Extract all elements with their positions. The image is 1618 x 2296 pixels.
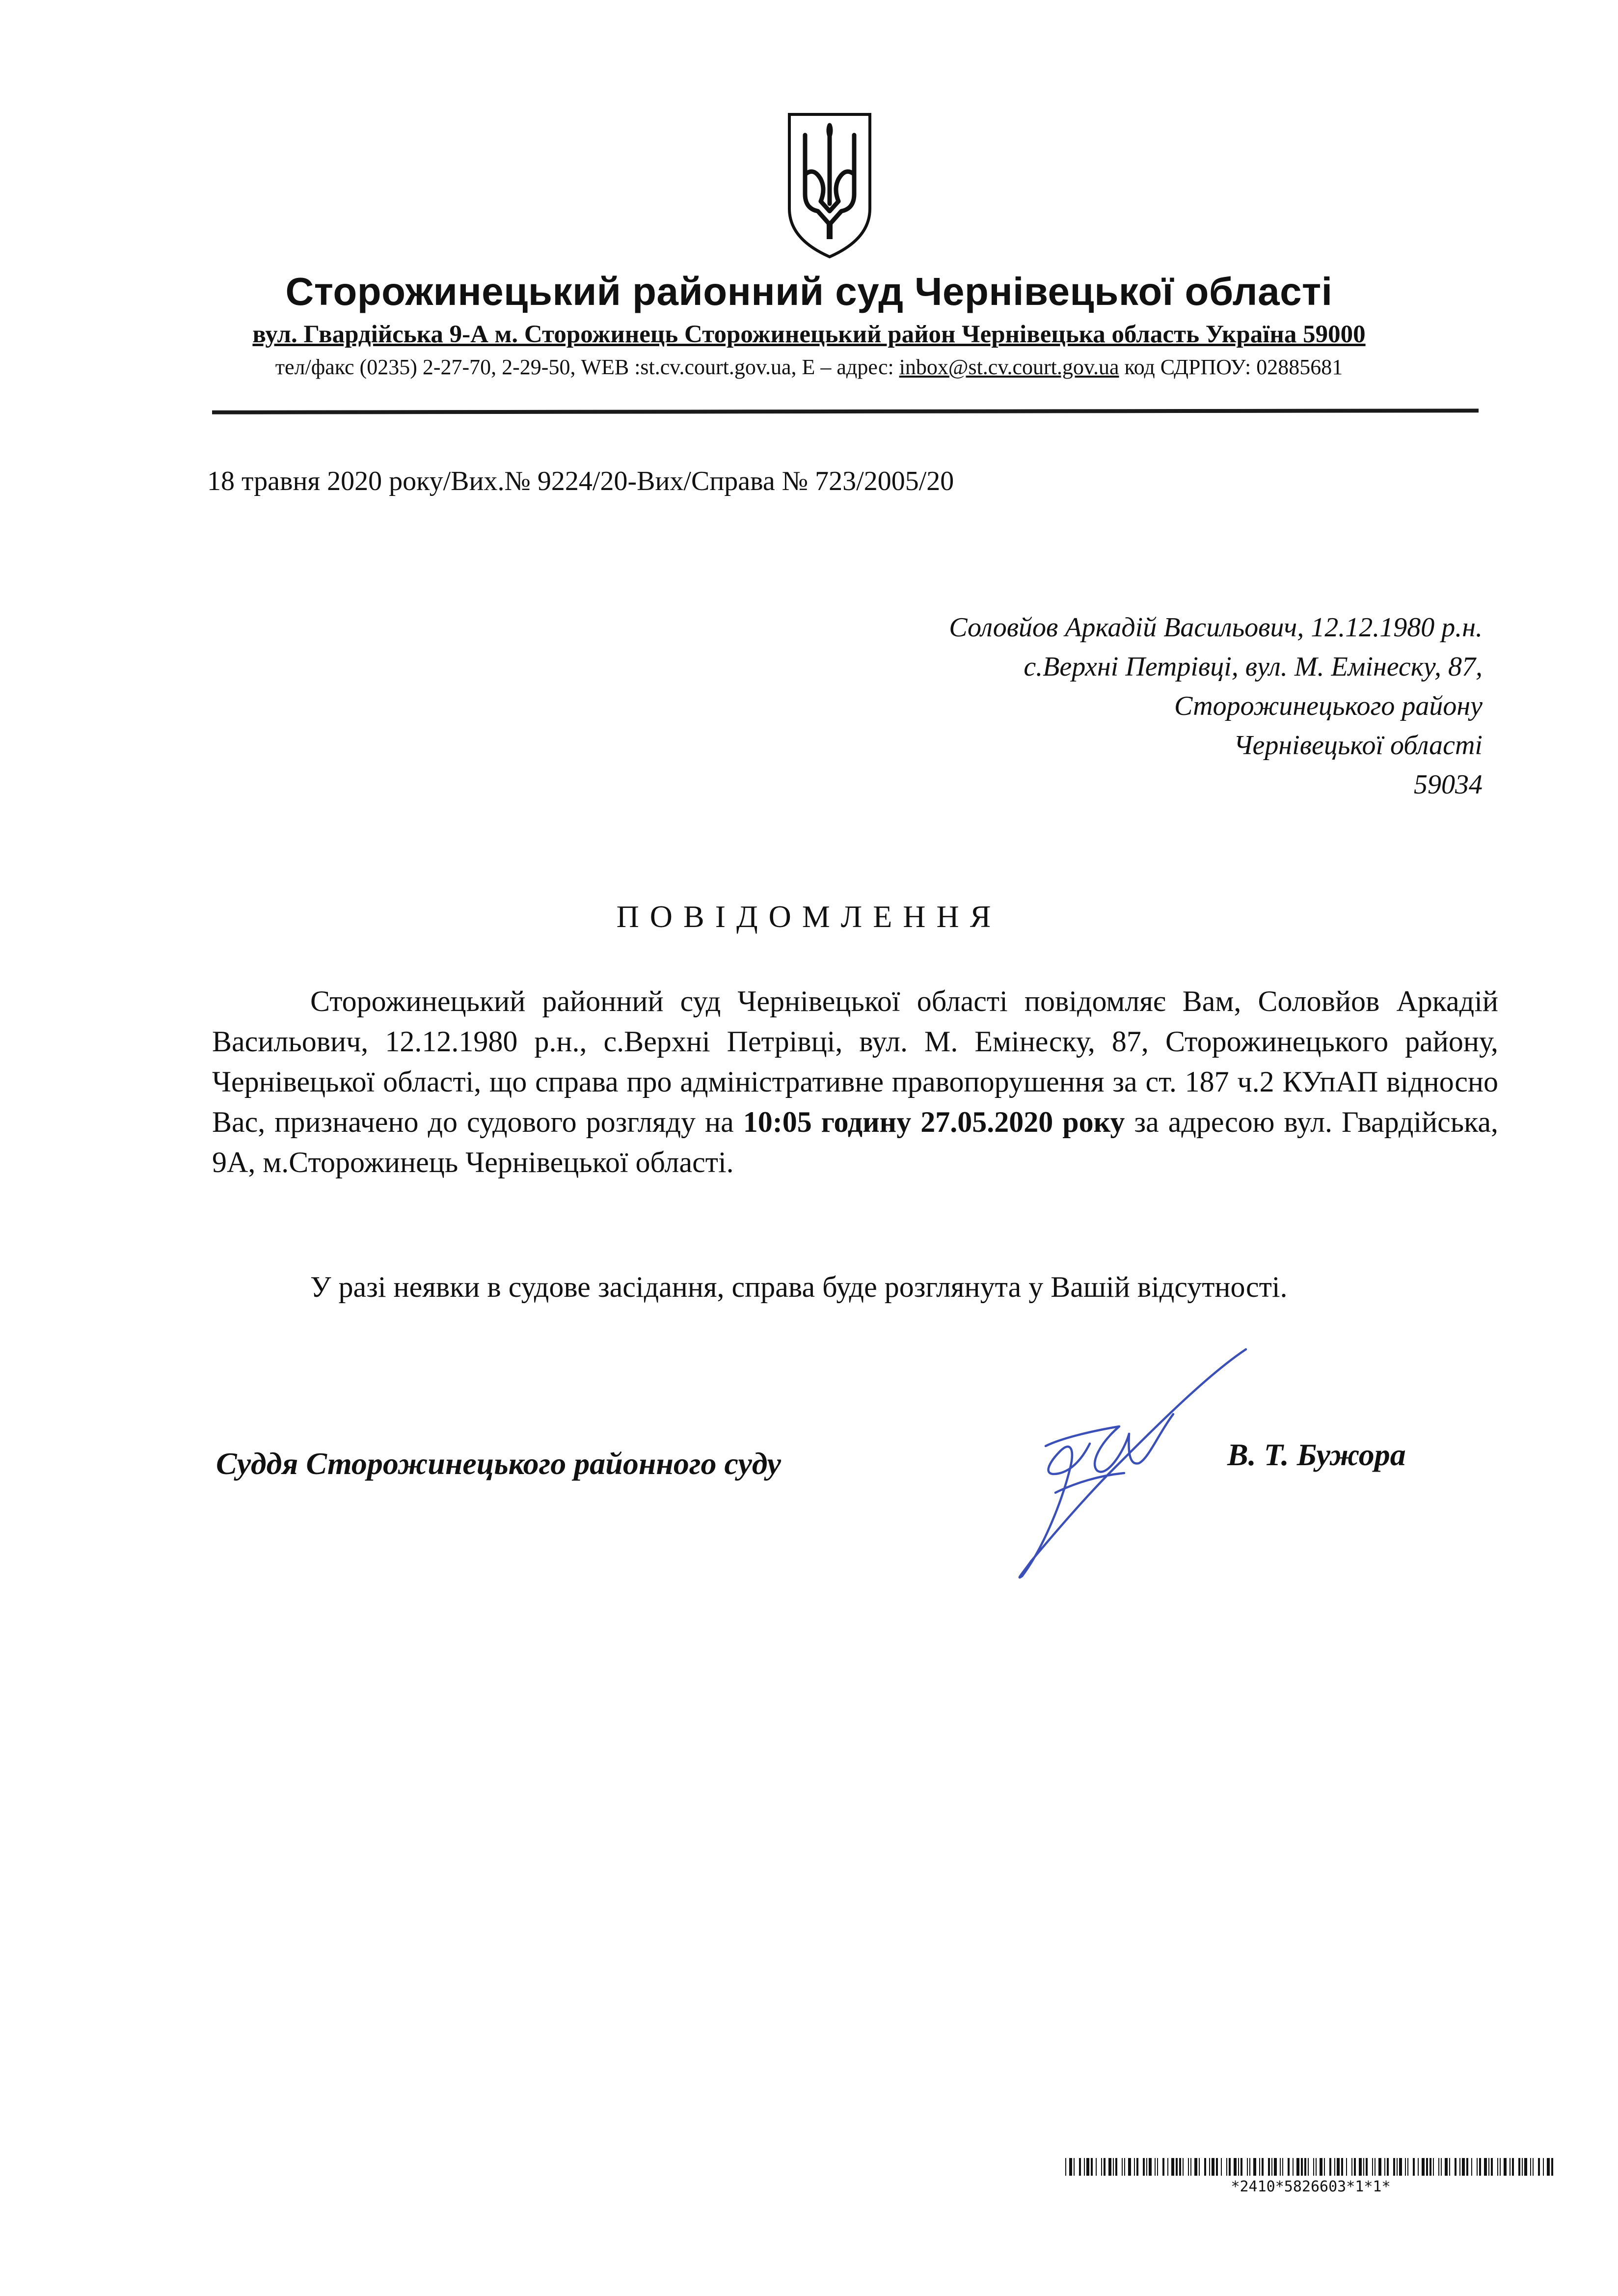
barcode-bar <box>1212 2158 1214 2176</box>
barcode-bar <box>1234 2158 1237 2176</box>
recipient-line: Чернівецької області <box>1233 730 1483 761</box>
barcode-bar <box>1288 2158 1290 2176</box>
barcode-bar <box>1466 2158 1468 2176</box>
barcode-bar <box>1221 2158 1222 2176</box>
barcode-bar <box>1418 2158 1419 2176</box>
recipient-line: 59034 <box>1414 769 1483 800</box>
barcode-bar <box>1455 2158 1456 2176</box>
barcode-bar <box>1497 2158 1498 2176</box>
barcode-bar <box>1124 2158 1125 2176</box>
barcode-bar <box>1543 2158 1544 2176</box>
barcode-bar <box>1157 2158 1158 2176</box>
barcode-bar <box>1320 2158 1322 2176</box>
email-link[interactable]: inbox@st.cv.court.gov.ua <box>899 355 1119 379</box>
barcode-bar <box>1477 2158 1478 2176</box>
barcode-bar <box>1296 2158 1299 2176</box>
barcode-bar <box>1216 2158 1218 2176</box>
barcode-bar <box>1438 2158 1439 2176</box>
barcode-bar <box>1378 2158 1381 2176</box>
body-paragraph <box>212 981 1498 1182</box>
barcode-bar <box>1449 2158 1450 2176</box>
court-address: вул. Гвардійська 9-А м. Сторожинець Сторожинецький район Чернівецька область Україна 59000 <box>252 321 1366 348</box>
barcode-bar <box>1341 2158 1343 2176</box>
barcode-bar <box>1500 2158 1501 2176</box>
barcode-bar <box>1518 2158 1520 2176</box>
barcode-bar <box>1407 2158 1408 2176</box>
barcode-bar <box>1238 2158 1239 2176</box>
barcode-bar <box>1363 2158 1364 2176</box>
barcode-bar <box>1146 2158 1147 2176</box>
barcode-bar <box>1308 2158 1309 2176</box>
barcode-bar <box>1479 2158 1481 2176</box>
barcode-bar <box>1538 2158 1540 2176</box>
barcode-bar <box>1426 2158 1428 2176</box>
body-paragraph: У разі неявки в судове засідання, справа буде розглянута у Вашій відсутності. <box>310 1271 1288 1303</box>
judge-name: В. Т. Бужора <box>1227 1437 1406 1472</box>
barcode-bar <box>1086 2158 1089 2176</box>
barcode-bar <box>1397 2158 1398 2176</box>
barcode-bar <box>1547 2158 1550 2176</box>
barcode-bar <box>1113 2158 1114 2176</box>
barcode-bar <box>1084 2158 1085 2176</box>
barcode-bar <box>1413 2158 1415 2176</box>
barcode-bar <box>1134 2158 1135 2176</box>
recipient-block <box>599 608 1483 804</box>
barcode-bar <box>1359 2158 1362 2176</box>
barcode-bar <box>1488 2158 1489 2176</box>
barcode-bar <box>1069 2158 1072 2176</box>
barcode-bar <box>1304 2158 1306 2176</box>
barcode-bar <box>1188 2158 1189 2176</box>
barcode-bar <box>1354 2158 1356 2176</box>
barcode-bar <box>1162 2158 1164 2176</box>
recipient-line: с.Верхні Петрівці, вул. М. Емінеску, 87, <box>1024 652 1483 682</box>
barcode-bar <box>1149 2158 1152 2176</box>
barcode-bar <box>1384 2158 1385 2176</box>
barcode-bar <box>1274 2158 1277 2176</box>
paragraph-text: Сторожинецький районний суд Чернівецької області повідомляє Вам, Соловйов Аркадій Васильович, 12.12.1980 р.н., с.Верхні Петрівці, вул. М. Емінеску, 87, Сторожинецького району, Чернівецької області, що справа про адміністративне правопорушення за ст. 187 ч.2 КУпАП відносно Вас, призначено до судового розгляду на <box>212 985 1498 1138</box>
barcode-bar <box>1280 2158 1281 2176</box>
barcode-bar <box>1551 2158 1553 2176</box>
barcode-bar <box>1209 2158 1210 2176</box>
barcode-bar <box>1065 2158 1066 2176</box>
barcode-bar <box>1293 2158 1294 2176</box>
barcode-bar <box>1249 2158 1250 2176</box>
barcode-bar <box>1074 2158 1075 2176</box>
barcode-bar <box>1522 2158 1523 2176</box>
barcode-bar <box>1155 2158 1156 2176</box>
barcode-bar <box>1524 2158 1527 2176</box>
barcode-bar <box>1324 2158 1325 2176</box>
barcode-bar <box>1282 2158 1283 2176</box>
contacts-prefix: тел/факс (0235) 2-27-70, 2-29-50, WEB :st.cv.court.gov.ua, E – адрес: <box>275 355 899 379</box>
hearing-datetime: 10:05 годину 27.05.2020 року <box>743 1106 1125 1138</box>
barcode-bar <box>1226 2158 1227 2176</box>
judge-position: Суддя Сторожинецького районного суду <box>216 1446 782 1481</box>
contacts-suffix: код СДРПОУ: 02885681 <box>1119 355 1343 379</box>
barcode-bar <box>1171 2158 1174 2176</box>
barcode-bar <box>1422 2158 1425 2176</box>
barcode-bar <box>1179 2158 1181 2176</box>
barcode-bar <box>1462 2158 1465 2176</box>
barcode-bar <box>1504 2158 1507 2176</box>
barcode-bar <box>1301 2158 1303 2176</box>
barcode-bar <box>1253 2158 1256 2176</box>
barcode-bar <box>1329 2158 1331 2176</box>
barcode-bar <box>1190 2158 1191 2176</box>
court-contacts <box>0 355 1618 380</box>
barcode-bar <box>1115 2158 1117 2176</box>
barcode-bar <box>1471 2158 1472 2176</box>
barcode <box>1065 2158 1556 2176</box>
barcode-bar <box>1096 2158 1097 2176</box>
recipient-line: Сторожинецького району <box>1174 691 1483 721</box>
barcode-bar <box>1143 2158 1145 2176</box>
barcode-bar <box>1167 2158 1168 2176</box>
court-name: Сторожинецький районний суд Чернівецької області <box>285 270 1333 313</box>
paragraph-text: за адресою вул. Гвардійська, 9А, м.Сторожинець Чернівецької області. <box>212 1106 1499 1178</box>
barcode-bar <box>1484 2158 1487 2176</box>
barcode-bar <box>1316 2158 1317 2176</box>
document-title: ПОВІДОМЛЕННЯ <box>616 899 1002 934</box>
barcode-bar <box>1262 2158 1264 2176</box>
barcode-bar <box>1366 2158 1368 2176</box>
barcode-bar <box>1268 2158 1270 2176</box>
trident-coat-of-arms-icon <box>785 110 874 260</box>
barcode-bar <box>1199 2158 1200 2176</box>
barcode-bar <box>1459 2158 1460 2176</box>
barcode-bar <box>1313 2158 1314 2176</box>
outgoing-reference: 18 травня 2020 року/Вих.№ 9224/20-Вих/Справа № 723/2005/20 <box>207 466 954 496</box>
barcode-bar <box>1136 2158 1138 2176</box>
barcode-bar <box>1533 2158 1534 2176</box>
barcode-bar <box>1512 2158 1514 2176</box>
barcode-bar <box>1491 2158 1493 2176</box>
barcode-bar <box>1372 2158 1373 2176</box>
barcode-bar <box>1079 2158 1081 2176</box>
barcode-bar <box>1229 2158 1231 2176</box>
barcode-bar <box>1194 2158 1197 2176</box>
barcode-bar <box>1104 2158 1106 2176</box>
barcode-bar <box>1399 2158 1402 2176</box>
barcode-bar <box>1271 2158 1272 2176</box>
barcode-bar <box>1240 2158 1242 2176</box>
barcode-bar <box>1101 2158 1102 2176</box>
barcode-bar <box>1183 2158 1184 2176</box>
barcode-bar <box>1108 2158 1111 2176</box>
barcode-bar <box>1445 2158 1448 2176</box>
barcode-bar <box>1387 2158 1389 2176</box>
barcode-bar <box>1441 2158 1442 2176</box>
barcode-bar <box>1429 2158 1431 2176</box>
header-divider <box>212 409 1479 414</box>
barcode-bar <box>1346 2158 1347 2176</box>
barcode-bar <box>1337 2158 1340 2176</box>
barcode-bar <box>1334 2158 1335 2176</box>
barcode-bar <box>1204 2158 1206 2176</box>
barcode-bar <box>1530 2158 1531 2176</box>
barcode-text: *2410*5826603*1*1* <box>1231 2178 1391 2195</box>
barcode-bar <box>1247 2158 1248 2176</box>
barcode-bar <box>1351 2158 1352 2176</box>
barcode-bar <box>1122 2158 1123 2176</box>
barcode-bar <box>1393 2158 1395 2176</box>
barcode-bar <box>1259 2158 1260 2176</box>
barcode-bar <box>1433 2158 1434 2176</box>
barcode-bar <box>1091 2158 1093 2176</box>
barcode-bar <box>1405 2158 1406 2176</box>
barcode-bar <box>1176 2158 1178 2176</box>
barcode-bar <box>1128 2158 1131 2176</box>
recipient-line: Соловйов Аркадій Васильович, 12.12.1980 р.н. <box>949 612 1483 643</box>
